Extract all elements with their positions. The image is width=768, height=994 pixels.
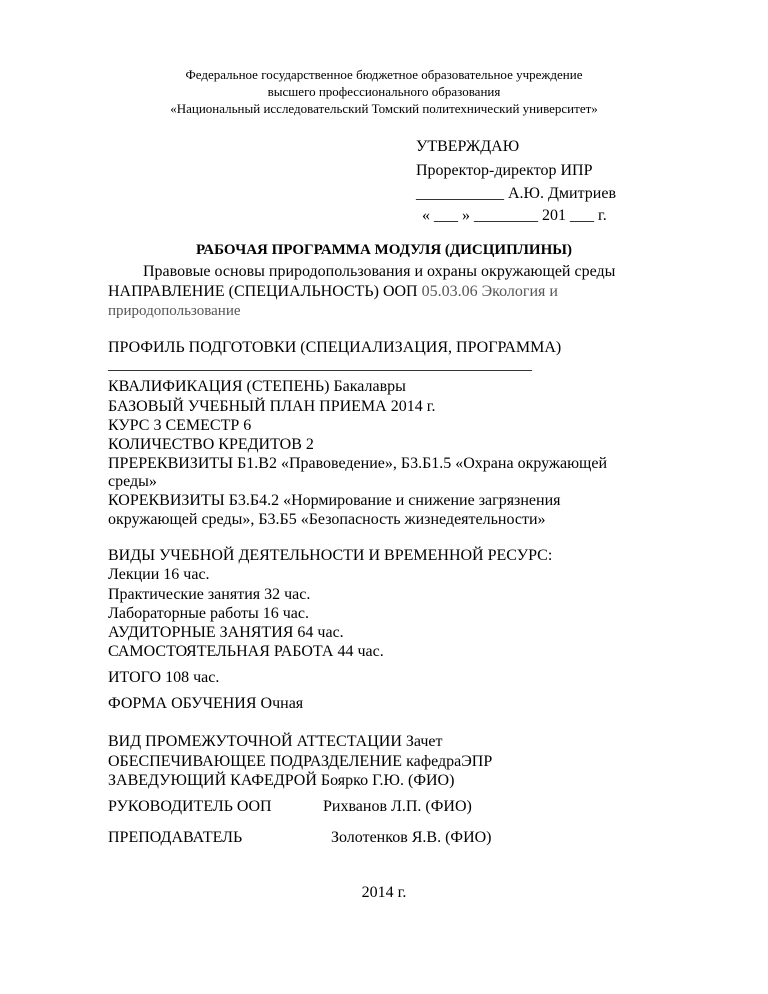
discipline-name: Правовые основы природопользования и охраны окружающей среды <box>143 263 616 280</box>
department: ОБЕСПЕЧИВАЮЩЕЕ ПОДРАЗДЕЛЕНИЕ кафедраЭПР <box>108 753 493 770</box>
department-head: ЗАВЕДУЮЩИЙ КАФЕДРОЙ Боярко Г.Ю. (ФИО) <box>108 772 455 789</box>
corequisites-cont: окружающей среды», Б3.Б5 «Безопасность жизнедеятельности» <box>108 511 546 528</box>
course-semester: КУРС 3 СЕМЕСТР 6 <box>108 417 252 434</box>
profile-blank: _____________________________________________________ <box>108 356 532 373</box>
approval-title: УТВЕРЖДАЮ <box>416 138 520 155</box>
direction-line <box>108 283 558 301</box>
credits: КОЛИЧЕСТВО КРЕДИТОВ 2 <box>108 436 314 453</box>
profile-label: ПРОФИЛЬ ПОДГОТОВКИ (СПЕЦИАЛИЗАЦИЯ, ПРОГРАММА) <box>108 339 562 356</box>
approval-date: « ___ » ________ 201 ___ г. <box>422 207 607 224</box>
prerequisites-cont: среды» <box>108 473 157 490</box>
approval-signature: ___________ А.Ю. Дмитриев <box>416 185 617 202</box>
teacher-name: Золотенков Я.В. (ФИО) <box>331 829 492 846</box>
labs: Лабораторные работы 16 час. <box>108 605 309 622</box>
lectures: Лекции 16 час. <box>108 566 210 583</box>
practice: Практические занятия 32 час. <box>108 586 311 603</box>
program-head-label: РУКОВОДИТЕЛЬ ООП <box>108 798 272 815</box>
direction-value: 05.03.06 Экология и <box>421 283 558 300</box>
corequisites: КОРЕКВИЗИТЫ Б3.Б4.2 «Нормирование и снижение загрязнения <box>108 492 561 509</box>
program-head-name: Рихванов Л.П. (ФИО) <box>323 798 472 815</box>
institution-line-2: высшего профессионального образования <box>267 84 501 99</box>
direction-label: НАПРАВЛЕНИЕ (СПЕЦИАЛЬНОСТЬ) ООП <box>108 283 418 300</box>
teacher-label: ПРЕПОДАВАТЕЛЬ <box>108 829 243 846</box>
institution-line-3: «Национальный исследовательский Томский политехнический университет» <box>170 101 598 116</box>
direction-value-cont: природопользование <box>108 303 241 319</box>
curriculum: БАЗОВЫЙ УЧЕБНЫЙ ПЛАН ПРИЕМА 2014 г. <box>108 398 436 415</box>
prerequisites: ПРЕРЕКВИЗИТЫ Б1.В2 «Правоведение», Б3.Б1.5 «Охрана окружающей <box>108 455 608 472</box>
workload-title: ВИДЫ УЧЕБНОЙ ДЕЯТЕЛЬНОСТИ И ВРЕМЕННОЙ РЕСУРС: <box>108 547 553 564</box>
qualification: КВАЛИФИКАЦИЯ (СТЕПЕНЬ) Бакалавры <box>108 378 406 395</box>
classroom-hours: АУДИТОРНЫЕ ЗАНЯТИЯ 64 час. <box>108 624 344 641</box>
attestation: ВИД ПРОМЕЖУТОЧНОЙ АТТЕСТАЦИИ Зачет <box>108 733 443 750</box>
study-form: ФОРМА ОБУЧЕНИЯ Очная <box>108 695 304 712</box>
institution-line-1: Федеральное государственное бюджетное образовательное учреждение <box>185 67 583 82</box>
independent-work: САМОСТОЯТЕЛЬНАЯ РАБОТА 44 час. <box>108 643 384 660</box>
document-year: 2014 г. <box>361 884 407 901</box>
approval-position: Проректор-директор ИПР <box>416 162 593 179</box>
program-title: РАБОЧАЯ ПРОГРАММА МОДУЛЯ (ДИСЦИПЛИНЫ) <box>196 242 572 258</box>
total-hours: ИТОГО 108 час. <box>108 669 220 686</box>
